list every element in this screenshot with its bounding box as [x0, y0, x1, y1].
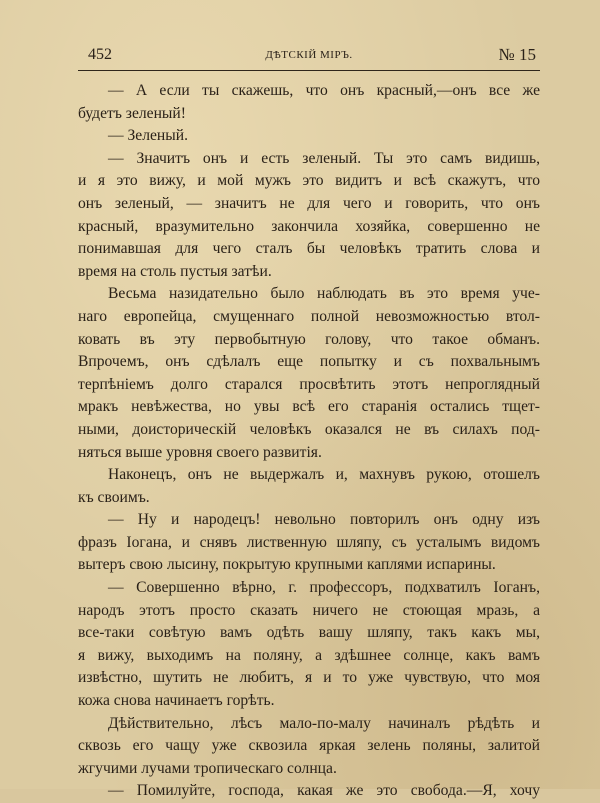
- text-line: терпѣніемъ долго старался просвѣтить этотъ непроглядный: [78, 375, 540, 393]
- text-line: ковать въ эту первобытную голову, что такое обманъ.: [78, 330, 540, 348]
- body-text: [78, 80, 540, 803]
- text-line: наго европейца, смущеннаго полной невозможностью втол-: [78, 307, 540, 325]
- text-line: Весьма назидательно было наблюдать въ это время учe-: [108, 285, 540, 303]
- header-rule: [78, 70, 540, 71]
- text-line: все-таки совѣтую вамъ одѣть вашу шляпу, такъ какъ мы,: [78, 624, 540, 642]
- text-line: я вижу, выходимъ на поляну, а здѣшнее солнце, какъ вамъ: [78, 646, 540, 664]
- page-number: 452: [88, 46, 112, 63]
- text-line: ными, доисторическій человѣкъ оказался не въ силахъ под-: [78, 420, 540, 438]
- text-line: народъ этотъ просто сказать ничего не стоющая мразь, а: [78, 601, 540, 619]
- text-line: няться выше уровня своего развитія.: [78, 443, 322, 461]
- text-line: понимавшая для чего сталъ бы человѣкъ тратить слова и: [78, 240, 540, 258]
- text-line: — Значитъ онъ и есть зеленый. Ты это самъ видишь,: [108, 149, 540, 167]
- text-line: вытеръ свою лысину, покрытую крупными каплями испарины.: [78, 556, 496, 574]
- text-line: будетъ зеленый!: [78, 104, 186, 122]
- text-line: жгучими лучами тропическаго солнца.: [78, 759, 337, 777]
- text-line: сквозь его чащу уже сквозила яркая зелень поляны, залитой: [78, 737, 540, 755]
- text-line: фразъ Іогана, и снявъ лиственную шляпу, съ усталымъ видомъ: [78, 533, 540, 551]
- text-line: — Зеленый.: [108, 127, 188, 145]
- running-title: ДѢТСКІЙ МІРЪ.: [265, 49, 353, 61]
- text-line: и я это вижу, и мой мужъ это видитъ и всѣ скажутъ, что: [78, 172, 540, 190]
- issue-number: № 15: [498, 45, 536, 64]
- page-header: [78, 44, 540, 68]
- text-line: красный, вразумительно закончила хозяйка, совершенно не: [78, 217, 540, 235]
- text-line: онъ зеленый, — значитъ не для чего и говорить, что онъ: [78, 194, 540, 212]
- text-line: мракъ невѣжества, но увы всѣ его старанія остались тщет-: [78, 398, 540, 416]
- text-line: Впрочемъ, онъ сдѣлалъ еще попытку и съ похвальнымъ: [78, 353, 540, 371]
- text-line: кожа снова начинаетъ горѣть.: [78, 692, 275, 710]
- text-line: — Помилуйте, господа, какая же это свобода.—Я, хочу: [108, 782, 540, 800]
- text-line: извѣстно, шутить не любитъ, я и то уже чувствую, что моя: [78, 669, 540, 687]
- text-line: къ своимъ.: [78, 488, 150, 506]
- text-line: Наконецъ, онъ не выдержалъ и, махнувъ рукою, отошелъ: [108, 466, 540, 484]
- text-line: — А если ты скажешь, что онъ красный,—онъ все же: [108, 82, 540, 99]
- text-line: — Совершенно вѣрно, г. профессоръ, подхватилъ Іоганъ,: [108, 579, 540, 597]
- text-line: — Ну и народецъ! невольно повторилъ онъ одну изъ: [108, 511, 540, 529]
- text-line: Дѣйствительно, лѣсъ мало-по-малу начиналъ рѣдѣть и: [108, 714, 540, 732]
- text-line: время на столь пустыя затѣи.: [78, 262, 272, 280]
